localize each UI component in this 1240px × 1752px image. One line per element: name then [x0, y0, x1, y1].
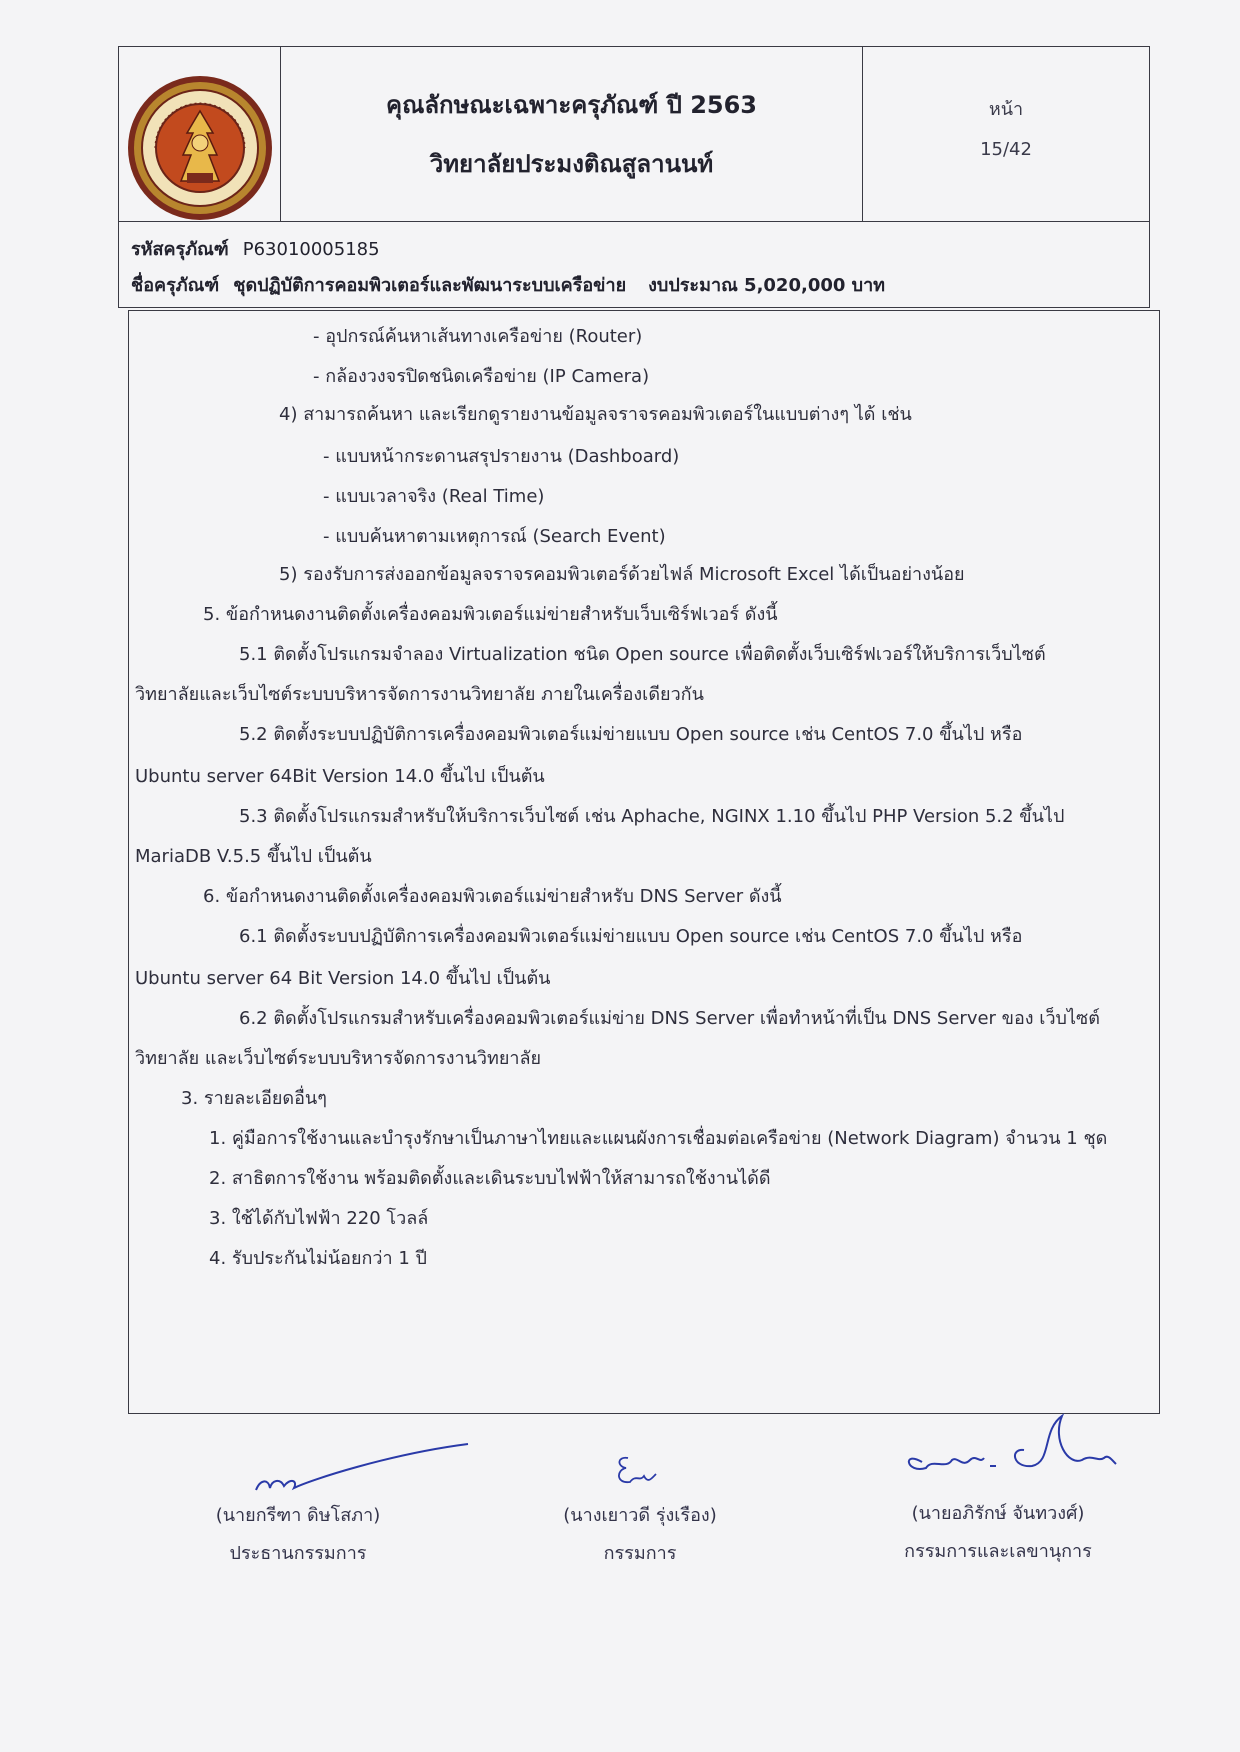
signature-1-icon	[250, 1440, 480, 1500]
document-title: คุณลักษณะเฉพาะครุภัณฑ์ ปี 2563	[386, 91, 757, 119]
body-line: 6. ข้อกำหนดงานติดตั้งเครื่องคอมพิวเตอร์แม่ข่ายสำหรับ DNS Server ดังนี้	[203, 886, 782, 907]
seal-logo-icon	[125, 73, 275, 223]
signer-name: (นางเยาวดี รุ่งเรือง)	[563, 1505, 717, 1526]
signature-3-icon	[892, 1410, 1122, 1490]
signer-name: (นายกรีฑา ดิษโสภา)	[215, 1505, 381, 1526]
signature-block-secretary	[868, 1502, 1128, 1564]
item-code-value: P63010005185	[242, 239, 380, 260]
college-name: วิทยาลัยประมงติณสูลานนท์	[429, 150, 714, 178]
body-line: Ubuntu server 64Bit Version 14.0 ขึ้นไป เป็นต้น	[135, 766, 545, 787]
page-cell	[863, 47, 1149, 221]
body-line: - แบบหน้ากระดานสรุปรายงาน (Dashboard)	[323, 446, 680, 467]
body-line: 4. รับประกันไม่น้อยกว่า 1 ปี	[209, 1248, 427, 1269]
signature-2-icon	[608, 1448, 688, 1500]
document-header	[118, 46, 1150, 222]
item-name-row	[131, 268, 1137, 304]
specification-body	[128, 310, 1160, 1414]
signer-role: ประธานกรรมการ	[229, 1543, 367, 1564]
signer-role: กรรมการ	[603, 1543, 677, 1564]
body-line: 4) สามารถค้นหา และเรียกดูรายงานข้อมูลจราจรคอมพิวเตอร์ในแบบต่างๆ ได้ เช่น	[279, 404, 912, 425]
body-line: 3. ใช้ได้กับไฟฟ้า 220 โวลล์	[209, 1208, 429, 1229]
logo-cell	[119, 47, 281, 221]
body-line: MariaDB V.5.5 ขึ้นไป เป็นต้น	[135, 846, 372, 867]
body-line: 5. ข้อกำหนดงานติดตั้งเครื่องคอมพิวเตอร์แม่ข่ายสำหรับเว็บเซิร์ฟเวอร์ ดังนี้	[203, 604, 778, 625]
page-label: หน้า	[988, 99, 1024, 120]
body-line: 5.1 ติดตั้งโปรแกรมจำลอง Virtualization ชนิด Open source เพื่อติดตั้งเว็บเซิร์ฟเวอร์ให้บริการเว็บไซต์	[239, 644, 1046, 665]
body-line: 5) รองรับการส่งออกข้อมูลจราจรคอมพิวเตอร์ด้วยไฟล์ Microsoft Excel ได้เป็นอย่างน้อย	[279, 564, 965, 585]
item-info	[118, 222, 1150, 308]
signer-role: กรรมการและเลขานุการ	[904, 1541, 1092, 1562]
body-line: 6.2 ติดตั้งโปรแกรมสำหรับเครื่องคอมพิวเตอร์แม่ข่าย DNS Server เพื่อทำหน้าที่เป็น DNS Server ของ เว็บไซต์	[239, 1008, 1100, 1029]
body-line: 2. สาธิตการใช้งาน พร้อมติดตั้งและเดินระบบไฟฟ้าให้สามารถใช้งานได้ดี	[209, 1168, 771, 1189]
body-line: Ubuntu server 64 Bit Version 14.0 ขึ้นไป เป็นต้น	[135, 968, 551, 989]
body-line: - แบบเวลาจริง (Real Time)	[323, 486, 545, 507]
item-name-label: ชื่อครุภัณฑ์	[131, 275, 220, 296]
body-line: 6.1 ติดตั้งระบบปฏิบัติการเครื่องคอมพิวเตอร์แม่ข่ายแบบ Open source เช่น CentOS 7.0 ขึ้นไป หรือ	[239, 926, 1023, 947]
body-line: 5.3 ติดตั้งโปรแกรมสำหรับให้บริการเว็บไซต์ เช่น Aphache, NGINX 1.10 ขึ้นไป PHP Version 5.2 ขึ้นไป	[239, 806, 1065, 827]
body-line: 5.2 ติดตั้งระบบปฏิบัติการเครื่องคอมพิวเตอร์แม่ข่ายแบบ Open source เช่น CentOS 7.0 ขึ้นไป หรือ	[239, 724, 1023, 745]
signature-block-chairman	[168, 1504, 428, 1566]
body-line: วิทยาลัยและเว็บไซต์ระบบบริหารจัดการงานวิทยาลัย ภายในเครื่องเดียวกัน	[135, 684, 704, 705]
title-cell	[281, 47, 863, 221]
body-line: วิทยาลัย และเว็บไซต์ระบบบริหารจัดการงานวิทยาลัย	[135, 1048, 542, 1069]
body-line: - แบบค้นหาตามเหตุการณ์ (Search Event)	[323, 526, 666, 547]
signature-block-member	[510, 1504, 770, 1566]
item-code-row	[131, 232, 1137, 268]
item-budget: งบประมาณ 5,020,000 บาท	[648, 275, 886, 296]
body-line: 1. คู่มือการใช้งานและบำรุงรักษาเป็นภาษาไทยและแผนผังการเชื่อมต่อเครือข่าย (Network Diagram) จำนวน 1 ชุด	[209, 1128, 1108, 1149]
body-line: 3. รายละเอียดอื่นๆ	[181, 1088, 327, 1109]
body-line: - กล้องวงจรปิดชนิดเครือข่าย (IP Camera)	[313, 366, 650, 387]
page-number: 15/42	[980, 139, 1032, 160]
item-name-value: ชุดปฏิบัติการคอมพิวเตอร์และพัฒนาระบบเครือข่าย	[233, 275, 627, 296]
body-line: - อุปกรณ์ค้นหาเส้นทางเครือข่าย (Router)	[313, 326, 643, 347]
item-code-label: รหัสครุภัณฑ์	[131, 239, 229, 260]
signer-name: (นายอภิรักษ์ จันทวงศ์)	[911, 1503, 1085, 1524]
